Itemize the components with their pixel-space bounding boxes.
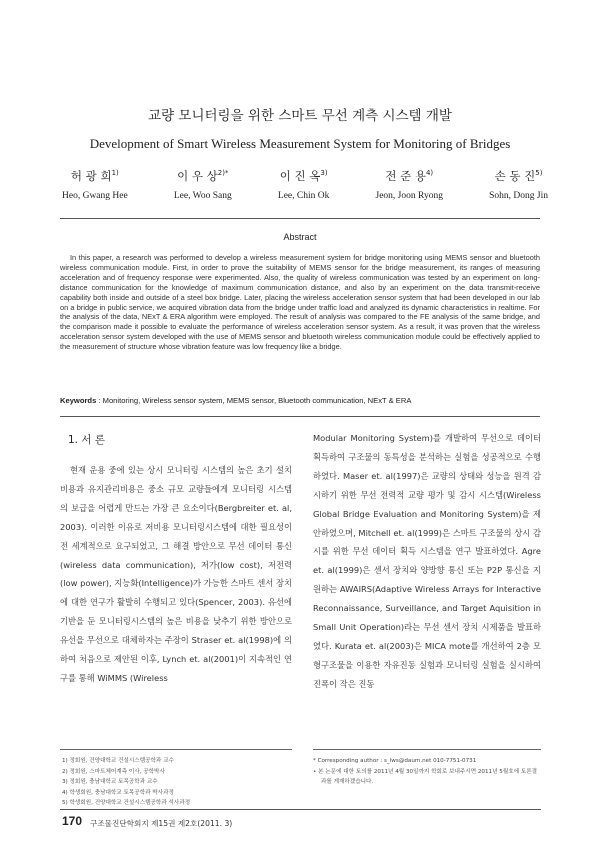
author-affiliation-mark: 3) (320, 169, 328, 178)
body-column-right: Modular Monitoring System)를 개발하여 무선으로 데이터 획득하여 구조물의 동특성을 분석하는 실험을 성공적으로 수행하였다. Maser et. al(1997)은 교량의 상태와 성능을 원격 감시하기 위한 무선 전력적 교량 평가 및 감시 시스템(Wireless Global Bridge Evaluation and Monitoring System)을 제안하였으며, Mitchell et. al(1999)은 스마트 구조물의 상시 감시를 위한 무선 데이터 획득 시스템을 연구 발표하였다. Agre et. al(1999)은 센서 장치와 양방향 통신 또는 P2P 통신을 지원하는 AWAIRS(Adaptive Wireless Arrays for Interactive Reconnaissance, Surveillance, and Target Aquisition in Small Unit Operation)라는 무선 센서 장치 시제품을 발표하였다. Kurata et. al(2003)은 MICA mote를 개선하여 2층 모형구조물을 이용한 자유진동 실험과 모니터링 실험을 실시하여 진폭이 작은 진동 (313, 433, 541, 689)
author-3 (278, 168, 329, 201)
author-name-en: Jeon, Joon Ryong (375, 191, 443, 201)
author-2 (174, 168, 232, 201)
abstract-bottom-rule (60, 416, 540, 417)
page-number: 170 (62, 814, 83, 828)
footnotes-affiliations (62, 756, 294, 809)
footnote-item: 3) 정회원, 충남대학교 토목공학과 교수 (62, 779, 158, 786)
author-name-ko: 이 진 옥 (279, 169, 321, 183)
keywords-label: Keywords (60, 396, 97, 405)
footnote-discussion-notice: • 본 논문에 대한 토의를 2011년 4월 30일까지 학회로 보내주시면 2011년 5월호에 토론결과를 게재하겠습니다. (313, 768, 538, 786)
body-column-left: 현재 운용 중에 있는 상시 모니터링 시스템의 높은 초기 설치비용과 유지관리비용은 중소 규모 교량들에게 모니터링 시스템의 보급을 어렵게 만드는 가장 큰 요소이다(Bergbreiter et. al, 2003). 이러한 이유로 저비용 모니터링시스템에 대한 필요성이 전 세계적으로 요구되었고, 그 해결 방안으로 무선 데이터 통신(wireless data communication), 저가(low cost), 저전력(low power), 지능화(Intelligence)가 가능한 스마트 센서 장치에 대한 연구가 활발히 수행되고 있다(Spencer, 2003). 유선에 기반을 둔 모니터링시스템의 높은 비용을 낮추기 위한 방안으로 유선을 무선으로 대체하자는 주장이 Straser et. al(1998)에 의하여 처음으로 제안된 이후, Lynch et. al(2001)이 지속적인 연구를 통해 WiMMS (Wireless (60, 465, 292, 683)
keywords-list: : Monitoring, Wireless sensor system, MEMS sensor, Bluetooth communication, NExT & ERA (96, 396, 412, 405)
paper-title-korean: 교량 모니터링을 위한 스마트 무선 계측 시스템 개발 (148, 108, 452, 124)
author-name-ko: 이 우 상 (177, 169, 218, 183)
footer-rule (60, 809, 541, 810)
author-affiliation-mark: 4) (425, 169, 434, 178)
footnote-item: 1) 정회원, 건양대학교 건설시스템공학과 교수 (62, 758, 174, 764)
author-1 (62, 168, 128, 201)
author-name-en: Lee, Woo Sang (173, 191, 232, 201)
author-name-ko: 허 광 희 (70, 169, 112, 183)
journal-citation: 구조물진단학회지 제15권 제2호(2011. 3) (90, 819, 233, 828)
abstract-top-rule (60, 218, 540, 219)
author-name-ko: 전 준 용 (385, 169, 426, 183)
section-heading-introduction: 1. 서 론 (68, 434, 105, 446)
abstract-body: In this paper, a research was performed to develop a wireless measurement system for bridge monitoring using MEMS sensor and bluetooth wireless communication module. First, in order to prove the suitability of MEMS sensor for the bridge measurement, its ranges of measuring acceleration and of frequency response were experimented. Also, the quality of wireless communication was tested by an experiment on long-distance communication for the knowledge of maximum communication distance, and also by an experiment on the data transmit-receive capability both inside and outside of a steel box bridge. Later, placing the wireless acceleration sensor system that had been developed in our lab on a bridge in public service, we acquired vibration data from the bridge under traffic load and analyzed its dynamic characteristics in realtime. For the analysis of the data, NExT & ERA algorithm were employed. The result of analysis was compared to the FE analysis of the same bridge, and the comparison made it possible to evaluate the performance of wireless acceleration sensor system. As a result, it was proven that the wireless acceleration sensor system developed with the use of MEMS sensor and bluetooth wireless communication module could be effectively applied to the measurement of structure whose vibration feature was low frequency like a bridge. (60, 253, 540, 352)
author-name-en: Sohn, Dong Jin (489, 191, 548, 201)
footnote-item: 5) 학생회원, 건양대학교 건설시스템공학과 석사과정 (62, 800, 191, 807)
footnote-rule-right (313, 749, 541, 750)
abstract-heading: Abstract (283, 232, 317, 242)
author-affiliation-mark: 2)* (217, 169, 229, 178)
footnote-item: 2) 정회원, 스마트체어계측 이사, 공학박사 (62, 768, 165, 775)
author-affiliation-mark: 5) (535, 169, 543, 178)
footnotes-correspondence (313, 756, 541, 788)
footnote-rule-left (60, 749, 292, 750)
author-affiliation-mark: 1) (111, 169, 119, 178)
footnote-item: 4) 학생회원, 충남대학교 토목공학과 박사과정 (62, 789, 174, 796)
author-name-ko: 손 동 진 (494, 169, 536, 183)
footnote-corresponding-author: * Corresponding author : s_lws@daum.net 010-7751-0731 (313, 758, 477, 764)
author-list (62, 168, 548, 201)
author-4 (376, 168, 443, 201)
paper-title-english: Development of Smart Wireless Measurement System for Monitoring of Bridges (89, 136, 511, 151)
author-name-en: Lee, Chin Ok (277, 191, 330, 201)
author-5 (489, 168, 548, 201)
author-name-en: Heo, Gwang Hee (62, 191, 128, 201)
keywords (60, 396, 540, 405)
